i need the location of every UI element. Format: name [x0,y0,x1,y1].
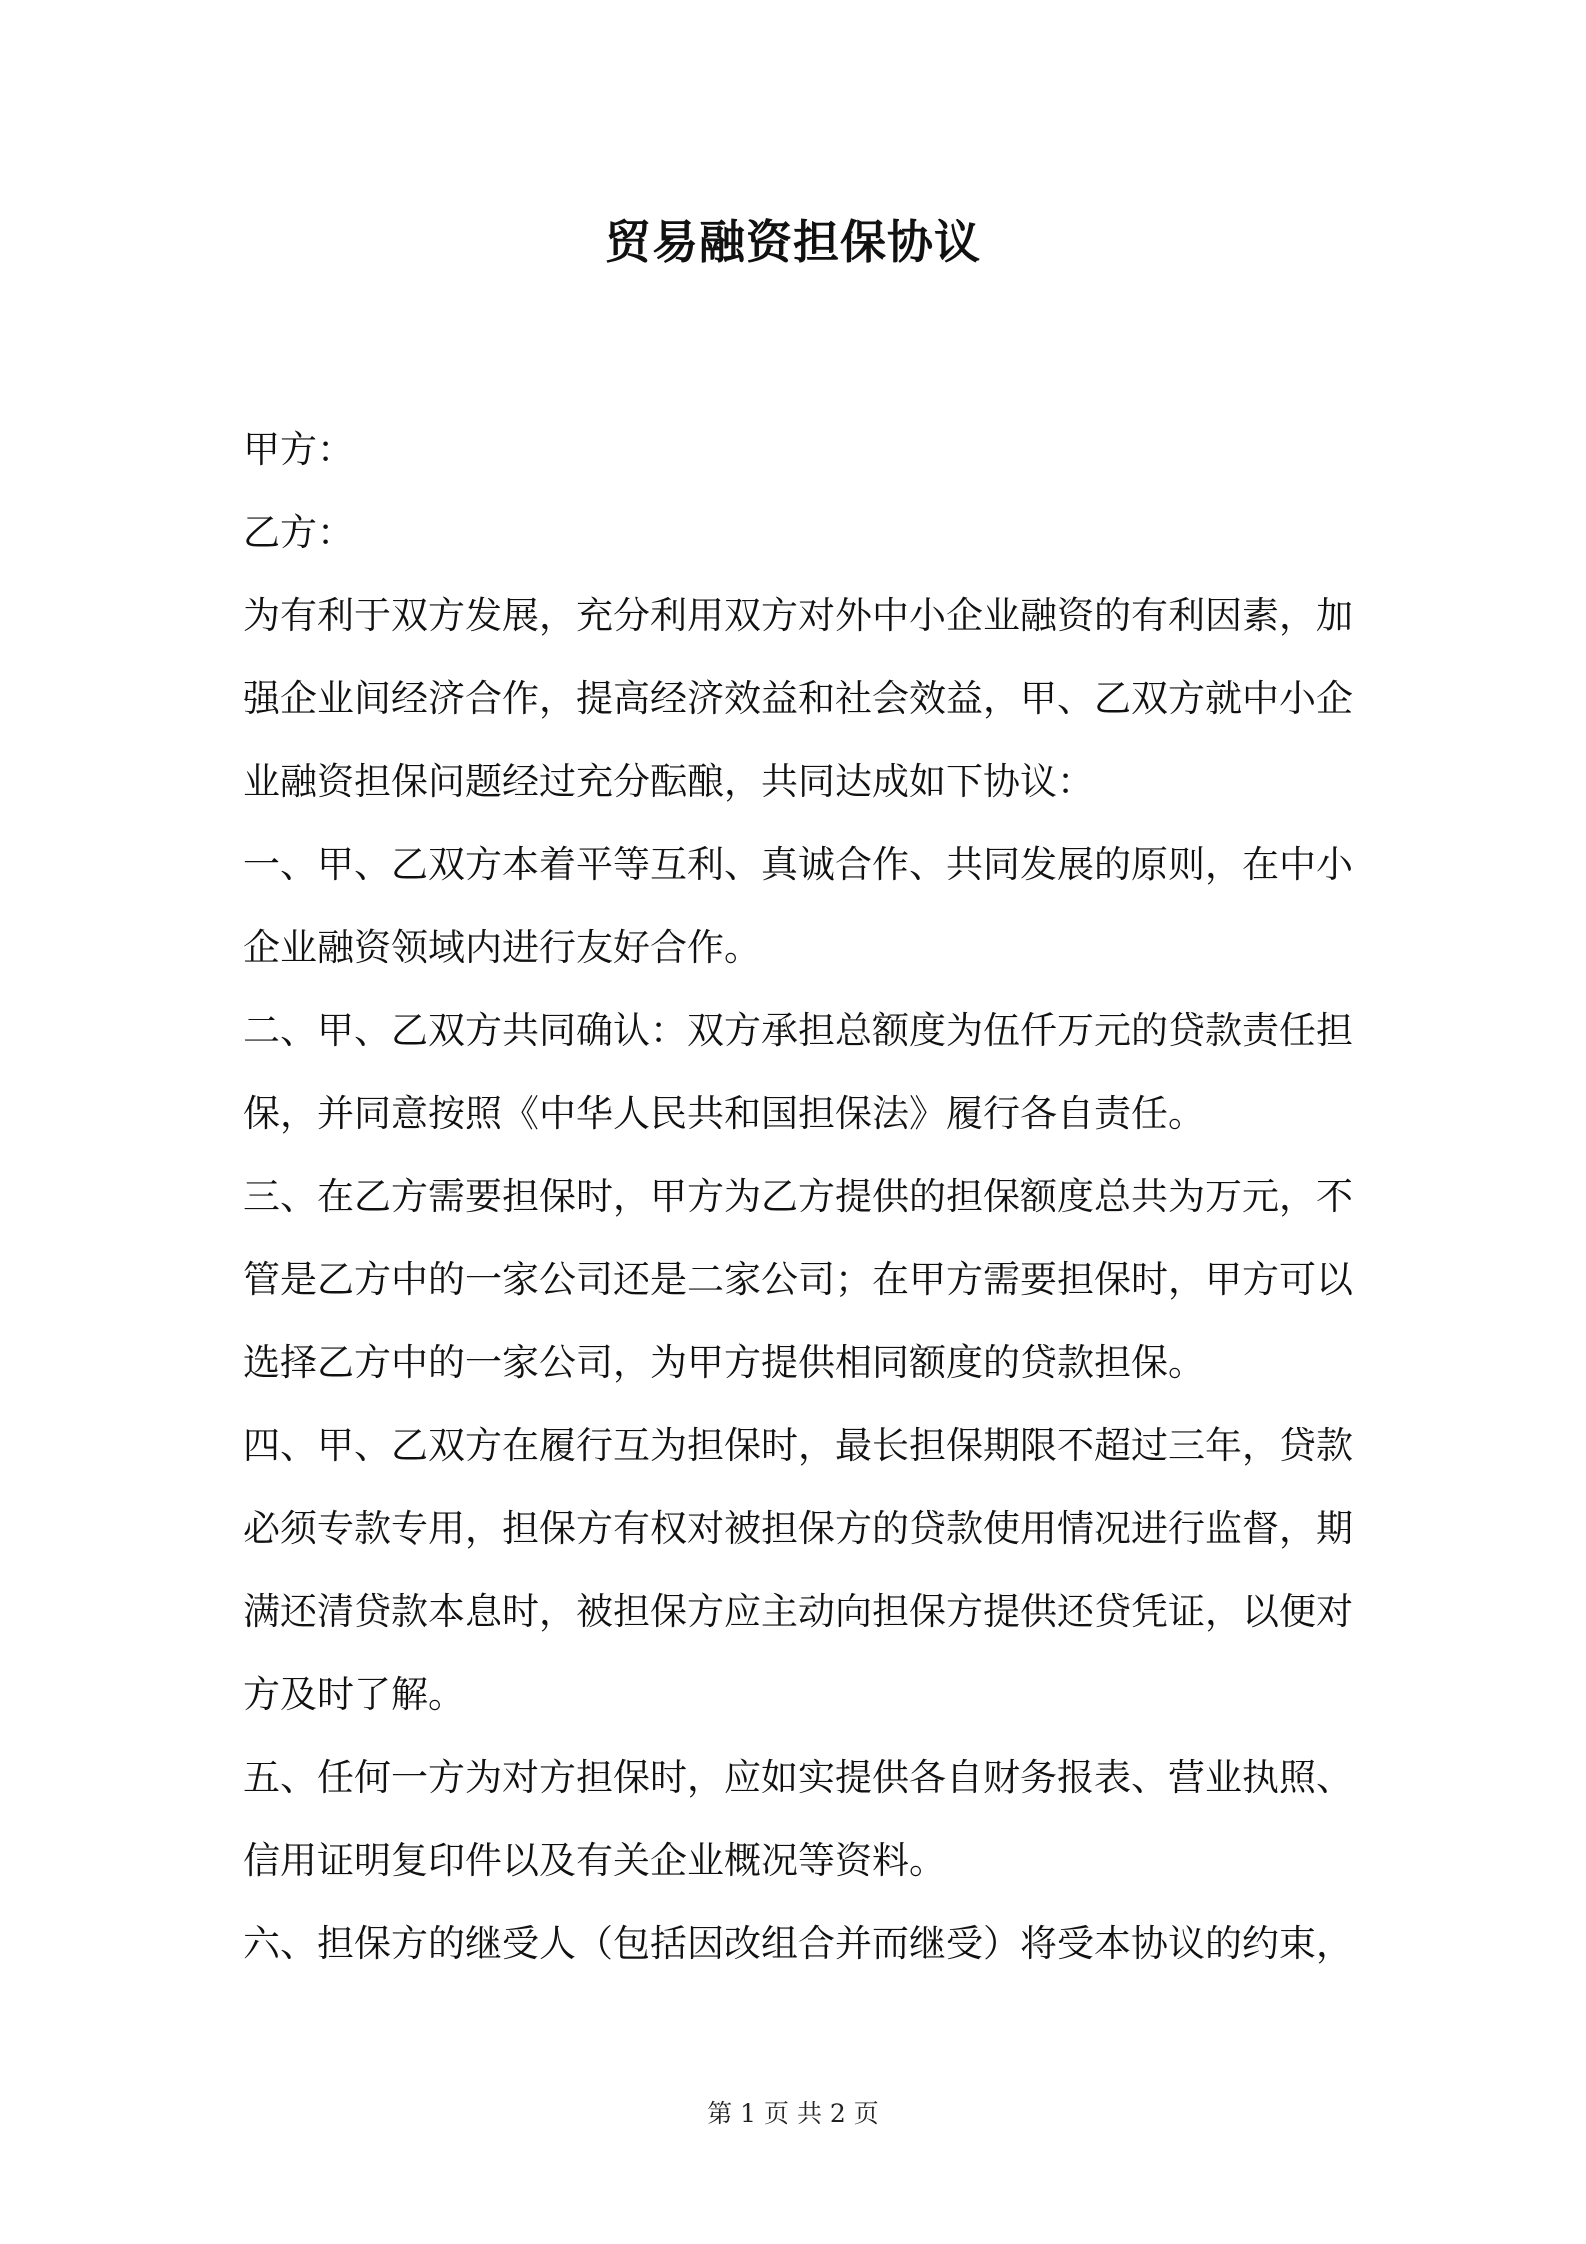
clause-4-paragraph: 四、甲、乙双方在履行互为担保时，最长担保期限不超过三年，贷款必须专款专用，担保方有权对被担保方的贷款使用情况进行监督，期满还清贷款本息时，被担保方应主动向担保方提供还贷凭证，以便对方及时了解。 [243,1424,1353,1716]
party-a-line: 甲方： [243,428,354,471]
clause-5-paragraph: 五、任何一方为对方担保时，应如实提供各自财务报表、营业执照、信用证明复印件以及有关企业概况等资料。 [243,1756,1353,1882]
document-body [243,408,1353,1985]
clause-3-paragraph: 三、在乙方需要担保时，甲方为乙方提供的担保额度总共为万元，不管是乙方中的一家公司还是二家公司；在甲方需要担保时，甲方可以选择乙方中的一家公司，为甲方提供相同额度的贷款担保。 [243,1175,1353,1384]
preamble-paragraph: 为有利于双方发展，充分利用双方对外中小企业融资的有利因素，加强企业间经济合作，提高经济效益和社会效益，甲、乙双方就中小企业融资担保问题经过充分酝酿，共同达成如下协议： [243,594,1353,803]
document-title: 贸易融资担保协议 [605,215,981,269]
clause-1-paragraph: 一、甲、乙双方本着平等互利、真诚合作、共同发展的原则，在中小企业融资领域内进行友好合作。 [243,843,1353,969]
clause-2-paragraph: 二、甲、乙双方共同确认：双方承担总额度为伍仟万元的贷款责任担保，并同意按照《中华人民共和国担保法》履行各自责任。 [243,1009,1353,1135]
page-number-footer: 第 1 页 共 2 页 [707,2099,879,2128]
party-b-line: 乙方： [243,511,354,554]
clause-6-paragraph: 六、担保方的继受人（包括因改组合并而继受）将受本协议的约束， [243,1922,1353,1965]
